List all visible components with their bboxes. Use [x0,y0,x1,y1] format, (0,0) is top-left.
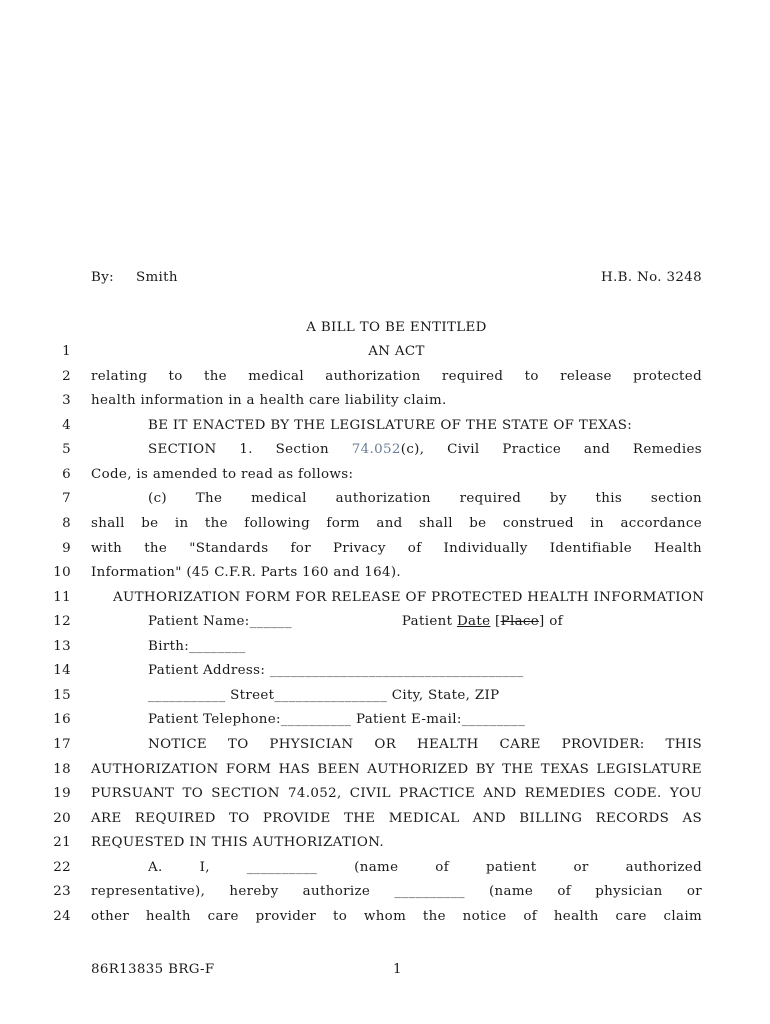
bracket-open: [ [490,614,501,629]
line-number: 9 [62,541,71,556]
caption-line: relating to the medical authorization required to release protected [91,369,702,384]
birth-field: Birth:________ [148,639,246,654]
address-field: Patient Address: ____________________________________ [148,663,524,678]
authorization-line: A. I, __________ (name of patient or authorized [148,860,702,875]
bracket-close: ] of [539,614,563,629]
body-line: Code, is amended to read as follows: [91,467,354,482]
body-line: with the "Standards for Privacy of Individually Identifiable Health [91,541,702,556]
body-line: shall be in the following form and shall be construed in accordance [91,516,702,531]
body-line: Information" (45 C.F.R. Parts 160 and 164). [91,565,402,580]
line-number: 3 [62,393,71,408]
line-number: 2 [62,369,71,384]
deleted-text: Place [500,614,540,629]
line-number: 13 [53,639,71,654]
line-number: 16 [53,712,71,727]
caption-line: health information in a health care liability claim. [91,393,447,408]
dob-label: Patient [401,614,457,629]
line-number: 18 [53,762,71,777]
statute-link[interactable]: 74.052 [351,442,401,457]
line-number: 21 [53,835,71,850]
line-number: 11 [53,590,71,605]
by-label: By: [91,270,114,285]
line-number: 12 [53,614,71,629]
line-number: 17 [53,737,71,752]
line-number: 24 [53,909,71,924]
inserted-text: Date [456,614,491,629]
line-number: 7 [62,491,71,506]
enacting-clause: BE IT ENACTED BY THE LEGISLATURE OF THE STATE OF TEXAS: [148,418,633,433]
telephone-email-field: Patient Telephone:__________ Patient E-mail:_________ [148,712,526,727]
document-id: 86R13835 BRG-F [91,962,215,977]
line-number: 15 [53,688,71,703]
section-heading [91,442,702,457]
bill-number: H.B. No. 3248 [601,270,702,285]
line-number: 10 [53,565,71,580]
line-number: 5 [62,442,71,457]
notice-line: ARE REQUIRED TO PROVIDE THE MEDICAL AND BILLING RECORDS AS [91,811,702,826]
notice-line: AUTHORIZATION FORM HAS BEEN AUTHORIZED BY THE TEXAS LEGISLATURE [91,762,702,777]
section-text: SECTION 1. Section [148,442,352,457]
street-field: ___________ Street________________ City, State, ZIP [148,688,500,703]
notice-line: REQUESTED IN THIS AUTHORIZATION. [91,835,385,850]
line-number: 4 [62,418,71,433]
line-number: 20 [53,811,71,826]
author-name: Smith [135,270,178,285]
notice-line: PURSUANT TO SECTION 74.052, CIVIL PRACTICE AND REMEDIES CODE. YOU [91,786,702,801]
author-line [91,270,178,285]
form-title: AUTHORIZATION FORM FOR RELEASE OF PROTECTED HEALTH INFORMATION [113,590,705,605]
section-text: (c), Civil Practice and Remedies [400,442,702,457]
line-number: 8 [62,516,71,531]
act-heading: AN ACT [368,344,425,359]
line-number: 23 [53,884,71,899]
authorization-line: other health care provider to whom the notice of health care claim [91,909,702,924]
bill-caption: A BILL TO BE ENTITLED [306,320,487,335]
line-number: 6 [62,467,71,482]
notice-line: NOTICE TO PHYSICIAN OR HEALTH CARE PROVIDER: THIS [148,737,702,752]
line-number: 19 [53,786,71,801]
patient-name-field: Patient Name:______ [148,614,292,629]
line-number: 1 [62,344,71,359]
line-number: 22 [53,860,71,875]
page-number: 1 [393,962,402,977]
form-field-row [91,614,702,629]
line-number: 14 [53,663,71,678]
authorization-line: representative), hereby authorize __________ (name of physician or [91,884,702,899]
body-line: (c) The medical authorization required by this section [148,491,702,506]
